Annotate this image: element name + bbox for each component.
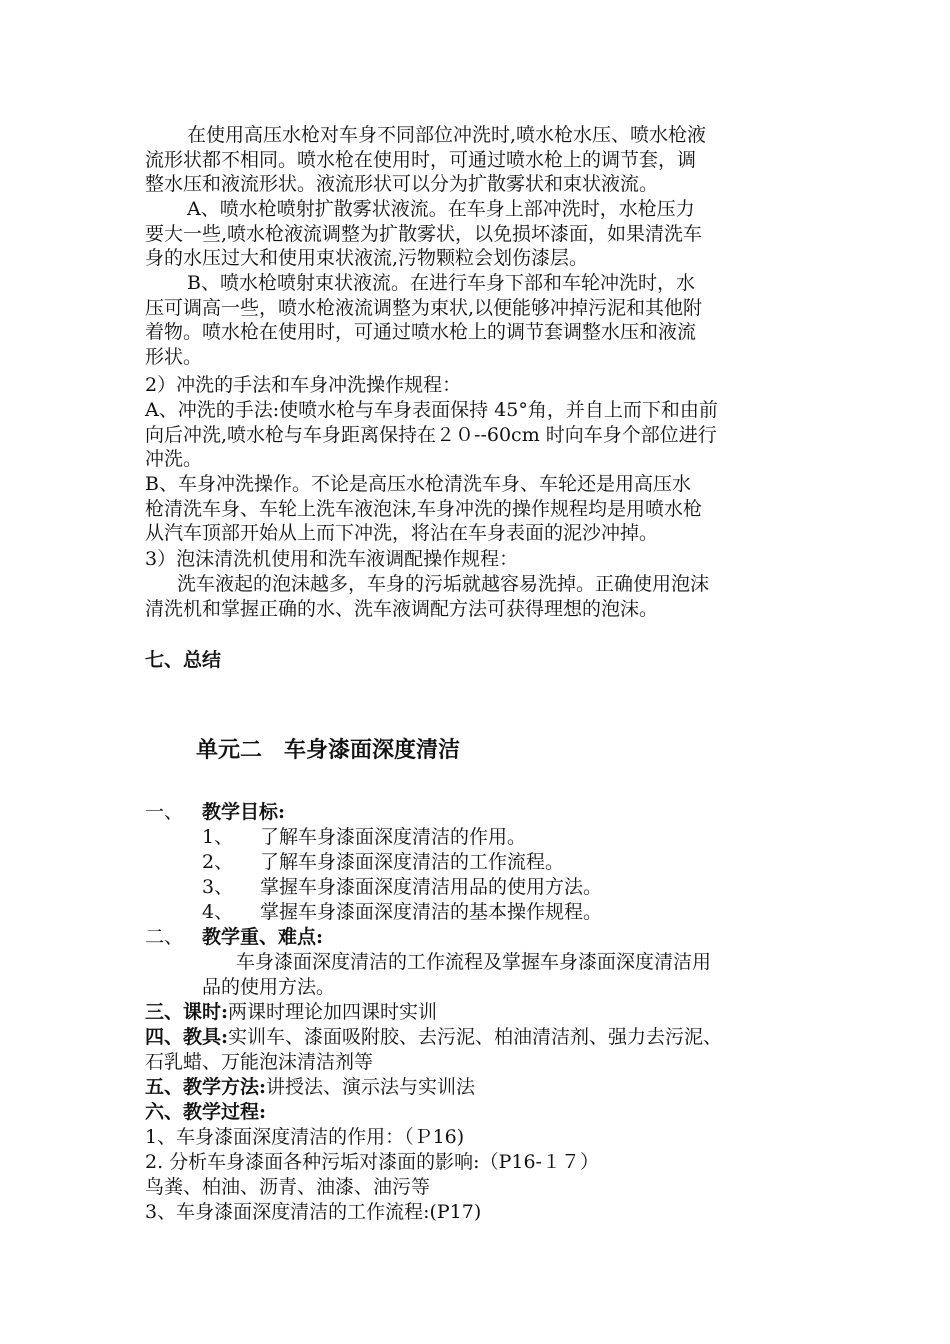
heading-foam-machine: 3）泡沫清洗机使用和洗车液调配操作规程：: [145, 548, 519, 570]
section-3-text: 两课时理论加四课时实训: [228, 1001, 438, 1023]
section-5-label: 五、教学方法:: [145, 1076, 267, 1098]
goal-number: 2、: [202, 851, 234, 873]
section-1-number: 一、: [145, 801, 184, 823]
goal-text: 掌握车身漆面深度清洁用品的使用方法。: [260, 876, 603, 898]
section-6-label: 六、教学过程:: [145, 1101, 267, 1123]
section-5-text: 讲授法、演示法与实训法: [266, 1076, 476, 1098]
section-5: [145, 1072, 475, 1099]
section-2-body-line: 品的使用方法。: [202, 976, 336, 998]
section-4: [145, 1022, 722, 1049]
section-4-text-cont: 石乳蜡、万能泡沫清洁剂等: [145, 1051, 374, 1073]
process-step: 3、车身漆面深度清洁的工作流程:(P17): [145, 1201, 482, 1223]
goal-number: 4、: [202, 901, 234, 923]
paragraph-pressure-intro: 在使用高压水枪对车身不同部位冲洗时,喷水枪水压、喷水枪液 流形状都不相同。喷水枪在使用时，可通过喷水枪上的调节套，调 整水压和液流形状。液流形状可以分为扩散雾状和束状液流。: [145, 124, 707, 195]
process-step: 1、车身漆面深度清洁的作用：（Ｐ16): [145, 1126, 465, 1148]
section-2-number: 二、: [145, 926, 184, 948]
section-1-title: 教学目标:: [202, 801, 286, 823]
unit-title: 单元二 车身漆面深度清洁: [196, 737, 461, 763]
goal-text: 掌握车身漆面深度清洁的基本操作规程。: [260, 901, 603, 923]
paragraph-foam: 洗车液起的泡沫越多，车身的污垢就越容易洗掉。正确使用泡沫 清洗机和掌握正确的水、洗车液调配方法可获得理想的泡沫。: [145, 573, 710, 620]
section-4-label: 四、教具:: [145, 1026, 229, 1048]
heading-summary: 七、总结: [145, 649, 222, 671]
paragraph-wash-technique: A、冲洗的手法:使喷水枪与车身表面保持 45°角，并自上而下和由前 向后冲洗,喷水枪与车身距离保持在２０--60cm 时向车身个部位进行 冲洗。: [145, 399, 718, 470]
process-step: 2. 分析车身漆面各种污垢对漆面的影响:（P16-１７）: [145, 1151, 599, 1173]
paragraph-jet-spray: B、喷水枪喷射束状液流。在进行车身下部和车轮冲洗时，水 压可调高一些，喷水枪液流调整为束状,以便能够冲掉污泥和其他附 着物。喷水枪在使用时，可通过喷水枪上的调节套调整水压和液流 形状。: [145, 272, 703, 368]
goal-text: 了解车身漆面深度清洁的作用。: [260, 826, 527, 848]
section-2-body-line: 车身漆面深度清洁的工作流程及掌握车身漆面深度清洁用: [236, 951, 712, 973]
paragraph-mist-spray: A、喷水枪喷射扩散雾状液流。在车身上部冲洗时，水枪压力 要大一些,喷水枪液流调整为扩散雾状，以免损坏漆面，如果清洗车 身的水压过大和使用束状液流,污物颗粒会划伤漆层。: [145, 198, 703, 269]
section-2-title: 教学重、难点:: [202, 926, 324, 948]
process-step-detail: 鸟粪、柏油、沥青、油漆、油污等: [145, 1176, 431, 1198]
section-3: [145, 997, 437, 1024]
goal-number: 3、: [202, 876, 234, 898]
heading-wash-technique: 2）冲洗的手法和车身冲洗操作规程：: [145, 374, 462, 396]
paragraph-wash-operation: B、车身冲洗操作。不论是高压水枪清洗车身、车轮还是用高压水 枪清洗车身、车轮上洗车液泡沫,车身冲洗的操作规程均是用喷水枪 从汽车顶部开始从上而下冲洗，将沾在车身表面的泥沙冲掉。: [145, 473, 703, 544]
goal-text: 了解车身漆面深度清洁的工作流程。: [260, 851, 565, 873]
section-4-text: 实训车、漆面吸附胶、去污泥、柏油清洁剂、强力去污泥、: [228, 1026, 723, 1048]
goal-number: 1、: [202, 826, 234, 848]
section-3-label: 三、课时:: [145, 1001, 229, 1023]
